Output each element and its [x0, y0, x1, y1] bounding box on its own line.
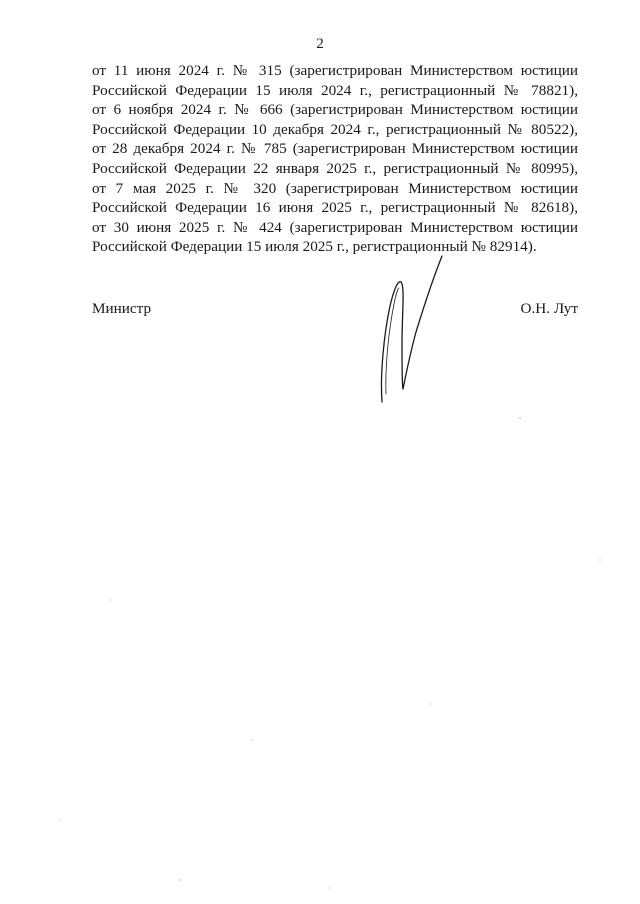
signatory-name: О.Н. Лут [520, 300, 578, 317]
body-line: от 30 июня 2025 г. № 424 (зарегистрирован Министерством юстиции [92, 218, 578, 236]
body-line: от 6 ноября 2024 г. № 666 (зарегистрирован Министерством юстиции [92, 101, 578, 119]
handwritten-signature-icon [372, 244, 452, 414]
body-line: Российской Федерации 15 июля 2024 г., регистрационный № 78821), [92, 81, 578, 99]
body-line: Российской Федерации 15 июля 2025 г., регистрационный № 82914). [92, 238, 537, 256]
signatory-title: Министр [92, 300, 152, 317]
body-line: от 7 мая 2025 г. № 320 (зарегистрирован Министерством юстиции [92, 179, 578, 197]
body-line: от 11 июня 2024 г. № 315 (зарегистрирован Министерством юстиции [92, 62, 578, 79]
body-text [92, 61, 578, 257]
page-number: 2 [316, 36, 324, 52]
body-line: Российской Федерации 22 января 2025 г., регистрационный № 80995), [92, 159, 578, 177]
body-line: от 28 декабря 2024 г. № 785 (зарегистрирован Министерством юстиции [92, 140, 578, 158]
body-line: Российской Федерации 10 декабря 2024 г., регистрационный № 80522), [92, 120, 578, 138]
body-line: Российской Федерации 16 июня 2025 г., регистрационный № 82618), [92, 199, 578, 217]
